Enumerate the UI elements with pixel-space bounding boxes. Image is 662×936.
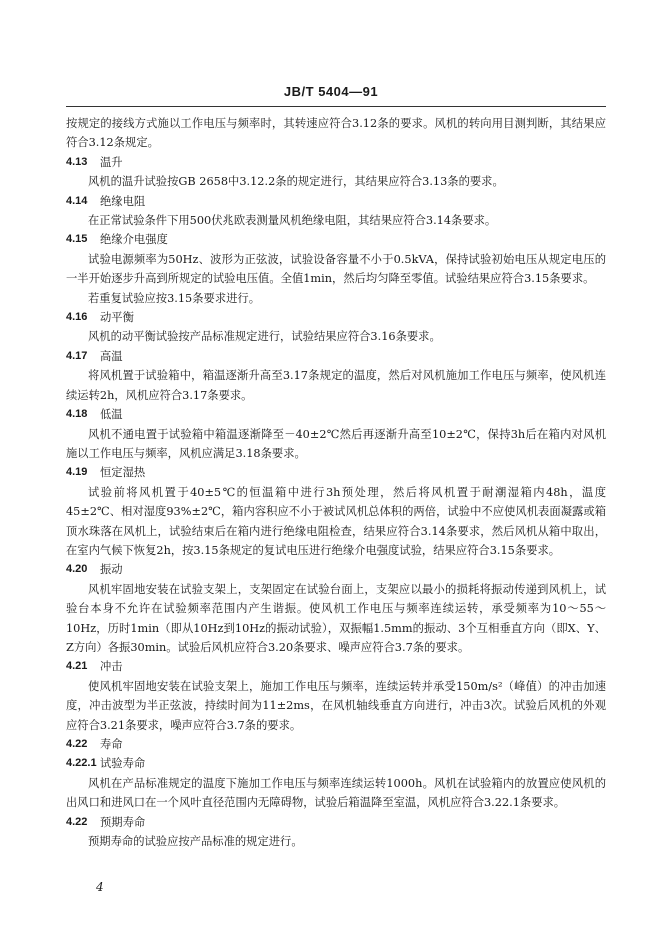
section-title: 绝缘电阻 [100,194,146,208]
body-paragraph: 按规定的接线方式施以工作电压与频率时，其转速应符合3.12条的要求。风机的转向用目测判断，其结果应符合3.12条规定。 [66,117,606,150]
section-number: 4.16 [66,311,88,324]
page-number: 4 [96,880,104,894]
body-paragraph: 风机不通电置于试验箱中箱温逐渐降至－40±2℃然后再逐渐升高至10±2℃，保持3h后在箱内对风机施以工作电压与频率，风机应满足3.18条要求。 [66,427,606,460]
section-heading [66,754,606,773]
section-title: 寿命 [100,738,123,751]
section-number: 4.22.1 [66,757,97,770]
section-title: 高温 [100,349,123,363]
body-paragraph: 风机的温升试验按GB 2658中3.12.2条的规定进行，其结果应符合3.13条的要求。 [88,175,504,189]
body-paragraph: 风机的动平衡试验按产品标准规定进行，试验结果应符合3.16条要求。 [88,330,441,344]
section-heading [66,347,606,366]
section-number: 4.20 [66,563,88,576]
section-number: 4.22 [66,815,88,828]
body-paragraph: 风机在产品标准规定的温度下施加工作电压与频率连续运转1000h。风机在试验箱内的放置应使风机的出风口和进风口在一个风叶直径范围内无障碍物，试验后箱温降至室温，风机应符合3.22.1条要求。 [66,776,606,810]
section-title: 绝缘介电强度 [100,233,168,247]
section-title: 动平衡 [100,311,134,325]
section-title: 低温 [100,408,123,422]
section-heading [66,560,606,579]
section-number: 4.21 [66,660,88,673]
section-title: 预期寿命 [100,815,146,829]
section-title: 恒定湿热 [100,466,146,480]
body-paragraph: 使风机牢固地安装在试验支架上，施加工作电压与频率，连续运转并承受150m/s²（峰值）的冲击加速度，冲击波型为半正弦波，持续时间为11±2ms，在风机轴线垂直方向进行，冲击3次。试验后风机的外观应符合3.21条要求，噪声应符合3.7条的要求。 [66,679,606,732]
section-heading [66,153,606,172]
section-heading [66,735,606,754]
body-paragraph: 将风机置于试验箱中，箱温逐渐升高至3.17条规定的温度，然后对风机施加工作电压与频率，使风机连续运转2h，风机应符合3.17条要求。 [66,369,606,402]
body-paragraph: 试验前将风机置于40±5℃的恒温箱中进行3h预处理，然后将风机置于耐潮湿箱内48h，温度45±2℃、相对湿度93%±2℃，箱内容积应不小于被试风机总体积的两倍，试验中不应使风机表面凝露或箱顶水珠落在风机上，试验结束后在箱内进行绝缘电阻检查，结果应符合3.14条要求，然后风机从箱中取出，在室内气候下恢复2h，按3.15条规定的复试电压进行绝缘介电强度试验，结果应符合3.15条要求。 [66,485,606,557]
section-number: 4.18 [66,408,88,421]
section-title: 冲击 [100,660,123,674]
body-paragraph: 预期寿命的试验应按产品标准的规定进行。 [88,835,303,849]
section-heading [66,813,606,832]
body-paragraph: 若重复试验应按3.15条要求进行。 [88,291,261,305]
section-number: 4.22 [66,738,88,750]
section-heading [66,230,606,249]
section-number: 4.17 [66,349,88,362]
body-paragraph: 试验电源频率为50Hz、波形为正弦波，试验设备容量不小于0.5kVA，保持试验初始电压从规定电压的一半开始逐步升高到所规定的试验电压值。全值1min，然后均匀降至零值。试验结果应符合3.15条要求。 [66,252,606,286]
document-code-header: JB/T 5404—91 [283,84,379,99]
section-heading [66,463,606,482]
section-heading [66,192,606,211]
section-number: 4.19 [66,466,88,479]
header-rule [66,106,606,107]
section-heading [66,405,606,424]
document-body [66,114,606,851]
section-heading [66,308,606,327]
section-number: 4.13 [66,155,88,168]
body-paragraph: 在正常试验条件下用500伏兆欧表测量风机绝缘电阻，其结果应符合3.14条要求。 [88,214,497,228]
section-title: 振动 [100,563,123,577]
section-title: 温升 [100,155,123,169]
body-paragraph: 风机牢固地安装在试验支架上，支架固定在试验台面上，支架应以最小的损耗将振动传递到风机上，试验台本身不允许在试验频率范围内产生谐振。使风机工作电压与频率连续运转，承受频率为10～55～10Hz，历时1min（即从10Hz到10Hz的振动试验），双振幅1.5mm的振动、3个互相垂直方向（即X、Y、Z方向）各振30min。试验后风机应符合3.20条要求、噪声应符合3.7条的要求。 [66,582,606,654]
section-number: 4.15 [66,233,88,246]
section-heading [66,657,606,676]
section-title: 试验寿命 [100,757,146,771]
section-number: 4.14 [66,194,88,207]
